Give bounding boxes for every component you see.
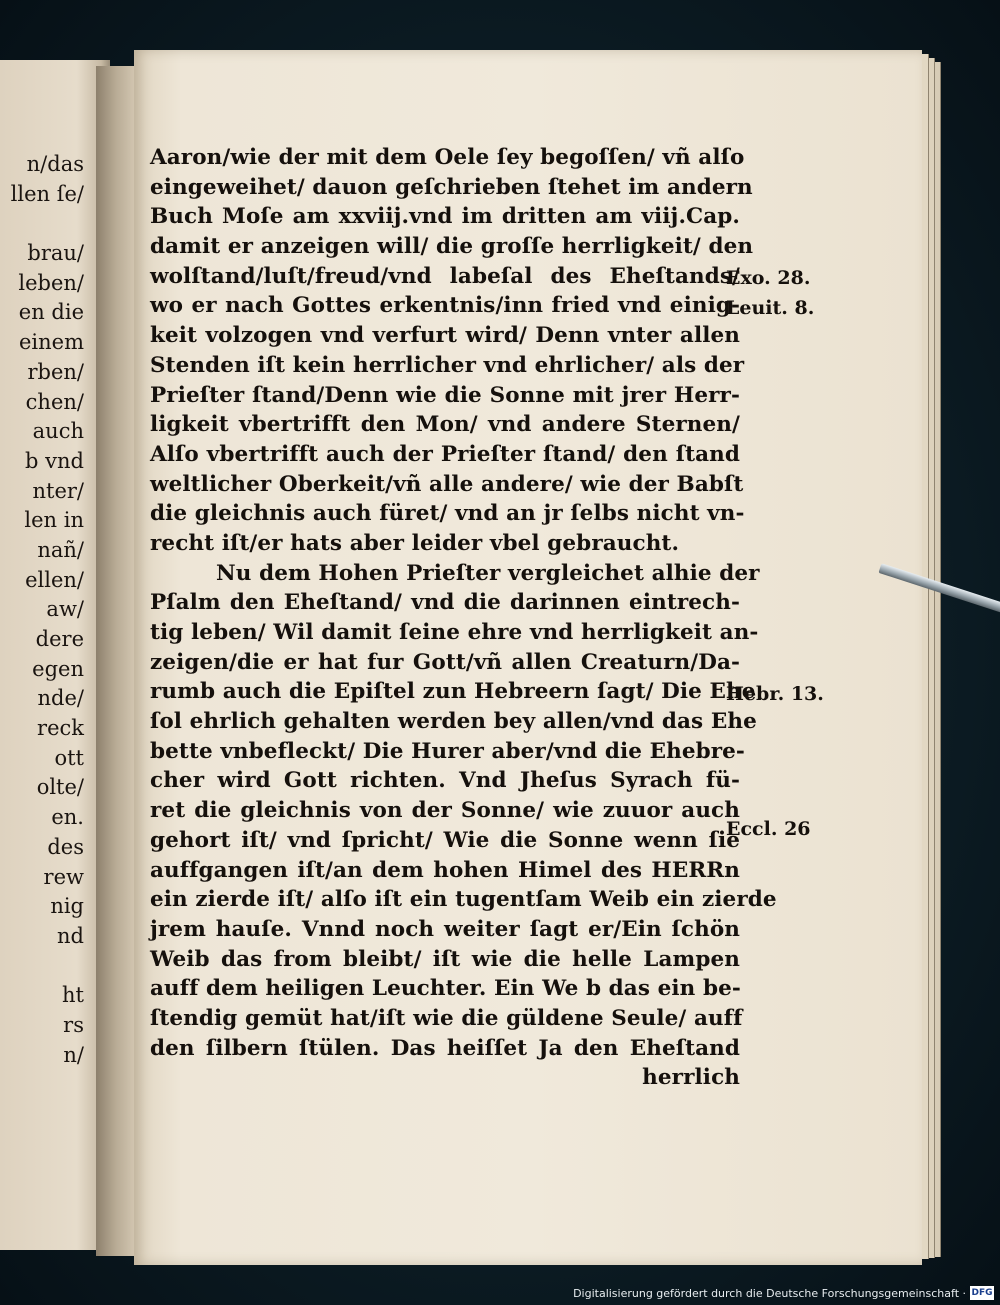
left-page-fragment: auch (32, 419, 84, 444)
left-page-fragment: ellen/ (25, 567, 84, 592)
text-line: ſtendig gemüt hat/iſt wie die güldene Seule/ auff (150, 1005, 743, 1031)
margin-note: Leuit. 8. (726, 297, 815, 319)
left-page-fragment: n/ (63, 1042, 84, 1067)
margin-note: Exo. 28. (726, 267, 811, 289)
catchword: herrlich (642, 1065, 740, 1091)
margin-note: Eccl. 26 (726, 818, 811, 840)
left-page-fragment: ott (54, 745, 84, 770)
left-page-fragment: len in (24, 508, 84, 533)
left-page-fragment: nd (57, 923, 84, 948)
text-line: Prieſter ſtand/Denn wie die Sonne mit jrer Herr- (150, 382, 740, 408)
text-line: Stenden iſt kein herrlicher vnd ehrlicher/ als der (150, 352, 745, 378)
text-line: recht iſt/er hats aber leider vbel gebraucht. (150, 530, 680, 556)
text-line: den ſilbern ſtülen. Das heiſſet Ja den Eheſtand (150, 1035, 740, 1061)
left-page-fragment: b vnd (25, 448, 84, 473)
left-page-fragment: dere (35, 627, 84, 651)
text-line: rumb auch die Epiſtel zun Hebreern ſagt/ Die Ehe (150, 679, 756, 705)
left-page-fragment: nter/ (32, 478, 84, 503)
left-facing-page (0, 60, 110, 1250)
text-line: damit er anzeigen will/ die groſſe herrligkeit/ den (150, 234, 754, 260)
text-line: wolſtand/luſt/freud/vnd labeſal des Eheſtands/ (150, 263, 740, 289)
text-line: ſol ehrlich gehalten werden bey allen/vnd das Ehe (150, 709, 757, 735)
left-page-fragment: chen/ (25, 389, 84, 414)
text-line: auff dem heiligen Leuchter. Ein We b das ein be- (150, 976, 741, 1002)
text-line: Weib das from bleibt/ iſt wie die helle Lampen (150, 946, 740, 972)
left-page-fragment: olte/ (36, 775, 84, 800)
text-line: die gleichnis auch füret/ vnd an jr ſelbs nicht vn- (150, 501, 745, 527)
text-line: weltlicher Oberkeit/vñ alle andere/ wie der Babſt (150, 471, 744, 497)
right-main-page (134, 50, 922, 1265)
left-page-text-fragments (0, 150, 96, 1070)
text-line: eingeweihet/ dauon geſchrieben ſtehet im andern (150, 174, 753, 200)
text-line: ligkeit vbertrifft den Mon/ vnd andere Sternen/ (150, 412, 740, 438)
left-page-fragment: reck (37, 716, 84, 741)
left-page-fragment: leben/ (18, 270, 84, 295)
text-line: gehort iſt/ vnd ſpricht/ Wie die Sonne wenn ſie (150, 827, 740, 853)
text-line: zeigen/die er hat fur Gott/vñ allen Creaturn/Da- (150, 649, 740, 675)
text-line: Alſo vbertrifft auch der Prieſter ſtand/ den ſtand (150, 441, 740, 467)
left-page-fragment: des (47, 834, 84, 859)
margin-note: Hebr. 13. (726, 683, 824, 705)
text-line: wo er nach Gottes erkentnis/inn fried vnd einig- (150, 293, 740, 319)
text-line: jrem hauſe. Vnnd noch weiter ſagt er/Ein ſchön (150, 916, 740, 942)
dfg-logo: DFG (971, 1288, 993, 1298)
left-page-fragment: rew (43, 864, 84, 889)
left-page-fragment: egen (32, 656, 84, 681)
left-page-fragment: nañ/ (37, 537, 84, 562)
left-page-fragment: brau/ (27, 241, 84, 266)
text-line: Aaron/wie der mit dem Oele ſey begoſſen/ vñ alſo (150, 145, 745, 170)
text-line: Nu dem Hohen Prieſter vergleichet alhie der (216, 560, 760, 586)
text-line: keit volzogen vnd verfurt wird/ Denn vnter allen (150, 323, 740, 349)
left-page-fragment: llen ſe/ (10, 181, 84, 206)
left-page-fragment: aw/ (46, 597, 84, 622)
left-page-fragment: en. (51, 805, 84, 830)
left-page-fragment: einem (18, 330, 84, 355)
text-line: ret die gleichnis von der Sonne/ wie zuuor auch (150, 798, 740, 824)
left-page-fragment: ht (62, 983, 84, 1008)
left-page-fragment: rben/ (27, 359, 84, 384)
text-line: tig leben/ Wil damit ſeine ehre vnd herrligkeit an- (150, 620, 759, 645)
text-line: auffgangen iſt/an dem hohen Himel des HERRn (150, 857, 740, 883)
left-page-fragment: nde/ (37, 686, 84, 711)
left-page-fragment: rs (63, 1012, 84, 1037)
left-page-fragment (0, 209, 96, 239)
left-page-fragment: nig (50, 894, 84, 919)
left-page-fragment: n/das (26, 152, 84, 176)
funding-credit: Digitalisierung gefördert durch die Deutsche Forschungsgemeinschaft · (573, 1287, 966, 1300)
text-line: bette vnbefleckt/ Die Hurer aber/vnd die Ehebre- (150, 738, 745, 764)
text-line: cher wird Gott richten. Vnd Jheſus Syrach fü- (150, 768, 740, 794)
text-line: Buch Moſe am xxviij.vnd im dritten am viij.Cap. (150, 204, 740, 230)
text-line: ein zierde iſt/ alſo iſt ein tugentſam Weib ein zierde (150, 887, 777, 913)
left-page-fragment (0, 952, 96, 982)
text-line: Pſalm den Eheſtand/ vnd die darinnen eintrech- (150, 590, 740, 616)
left-page-fragment: en die (18, 300, 84, 325)
